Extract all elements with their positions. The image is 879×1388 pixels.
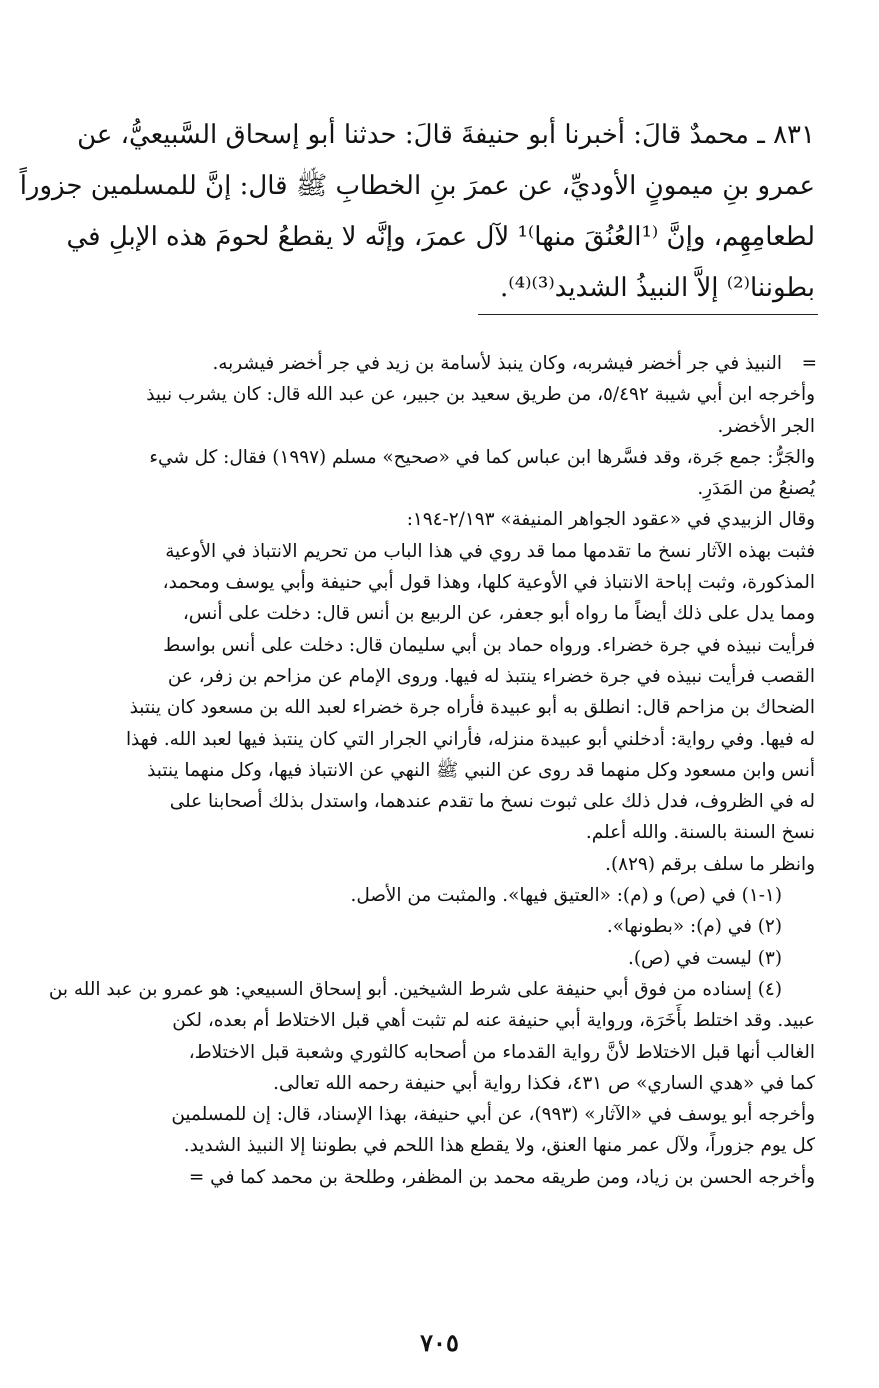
footnote-line: وأخرجه الحسن بن زياد، ومن طريقه محمد بن المظفر، وطلحة بن محمد كما في = xyxy=(188,1166,815,1188)
footnote-line xyxy=(70,348,815,379)
footnote-line: القصب فرأيت نبيذه في جرة خضراء ينتبذ له فيها. وروى الإمام عن مزاحم بن زفر، عن xyxy=(167,665,815,687)
main-text-line: ٨٣١ ـ محمدٌ قالَ: أخبرنا أبو حنيفةَ قالَ: حدثنا أبو إسحاق السَّبيعيُّ، عن xyxy=(77,120,815,150)
footnote-line: أنس وابن مسعود وكل منهما قد روى عن النبي ﷺ النهي عن الانتباذ فيها، وكل منهما ينتبذ xyxy=(147,759,815,781)
footnote-line: وأخرجه أبو يوسف في «الآثار» (٩٩٣)، عن أبي حنيفة، بهذا الإسناد، قال: إن للمسلمين xyxy=(171,1104,815,1126)
footnote-separator xyxy=(478,314,818,315)
footnote-line: فرأيت نبيذه في جرة خضراء. ورواه حماد بن أبي سليمان قال: دخلت على أنس بواسط xyxy=(163,634,815,656)
main-text-line: بطوننا⁽²⁾ إلاَّ النبيذُ الشديد⁽³⁾⁽⁴⁾. xyxy=(500,273,815,303)
footnote-line: (١-١) في (ص) و (م): «العتيق فيها». والمثبت من الأصل. xyxy=(350,885,782,907)
footnote-line: عبيد. وقد اختلط بأَخَرَة، ورواية أبي حنيفة عنه لم تثبت أهي قبل الاختلاط أم بعده، لكن xyxy=(172,1010,815,1032)
footnote-line: (٣) ليست في (ص). xyxy=(628,947,782,969)
footnote-line: كل يوم جزوراً، ولآل عمر منها العنق، ولا يقطع هذا اللحم في بطوننا إلا النبيذ الشديد. xyxy=(183,1135,815,1157)
footnote-line: يُصنعُ من المَدَرِ. xyxy=(697,478,815,500)
footnote-line-text: النبيذ في جر أخضر فيشربه، وكان ينبذ لأسامة بن زيد في جر أخضر فيشربه. xyxy=(212,353,782,374)
footnote-line: فثبت بهذه الآثار نسخ ما تقدمها مما قد روي في هذا الباب من تحريم الانتباذ في الأوعية xyxy=(165,540,815,562)
footnote-line: والجَرُّ: جمع جَرة، وقد فسَّرها ابن عباس كما في «صحيح» مسلم (١٩٩٧) فقال: كل شيء xyxy=(149,446,815,468)
footnote-line: (٤) إسناده من فوق أبي حنيفة على شرط الشيخين. أبو إسحاق السبيعي: هو عمرو بن عبد الله بن xyxy=(48,978,782,1000)
footnote-line: له في الظروف، فدل ذلك على ثبوت نسخ ما تقدم عندهما، واستدل بذلك أصحابنا على xyxy=(169,791,815,813)
footnote-line: كما في «هدي الساري» ص ٤٣١، فكذا رواية أبي حنيفة رحمه الله تعالى. xyxy=(273,1072,815,1094)
footnote-line: (٢) في (م): «بطونها». xyxy=(606,916,782,938)
footnote-line: الغالب أنها قبل الاختلاط لأنَّ رواية القدماء من أصحابه كالثوري وشعبة قبل الاختلاط، xyxy=(188,1041,815,1063)
footnote-line: له فيها. وفي رواية: أدخلني أبو عبيدة منزله، فأراني الجرار التي كان ينتبذ فيها لعبد الله. فهذا xyxy=(125,728,815,750)
continuation-mark: = xyxy=(801,353,817,374)
hadith-main-text xyxy=(19,110,815,314)
footnote-line: الضحاك بن مزاحم قال: انطلق به أبو عبيدة فأراه جرة خضراء لعبد الله بن مسعود كان ينتبذ xyxy=(129,697,815,719)
footnote-line: وأخرجه ابن أبي شيبة ٥/٤٩٢، من طريق سعيد بن جبير، عن عبد الله قال: كان يشرب نبيذ xyxy=(146,384,815,406)
footnote-line: وقال الزبيدي في «عقود الجواهر المنيفة» ٢/١٩٣-١٩٤: xyxy=(406,509,815,531)
footnote-line: الجر الأخضر. xyxy=(717,415,815,437)
main-text-line: عمرو بنِ ميمونٍ الأوديِّ، عن عمرَ بنِ الخطابِ ﷺ قال: إنَّ للمسلمين جزوراً xyxy=(19,171,815,201)
footnote-line: وانظر ما سلف برقم (٨٢٩). xyxy=(605,853,815,875)
footnotes xyxy=(48,348,817,1193)
page-number: ٧٠٥ xyxy=(420,1328,459,1357)
main-text-line: لطعامِهِم، وإنَّ ⁽¹العُنُقَ منها⁾¹ لآل عمرَ، وإنَّه لا يقطعُ لحومَ هذه الإبلِ في xyxy=(66,222,815,252)
footnote-line: ومما يدل على ذلك أيضاً ما رواه أبو جعفر، عن الربيع بن أنس قال: دخلت على أنس، xyxy=(182,603,815,625)
footnote-line: نسخ السنة بالسنة. والله أعلم. xyxy=(585,822,815,844)
footnote-line: المذكورة، وثبت إباحة الانتباذ في الأوعية كلها، وهذا قول أبي حنيفة وأبي يوسف ومحمد، xyxy=(162,572,815,594)
